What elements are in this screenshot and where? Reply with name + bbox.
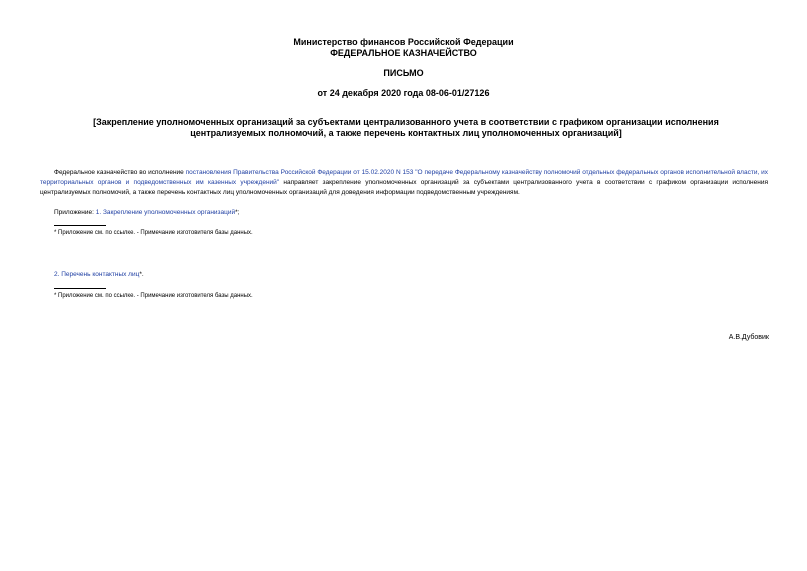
appendix-item-1	[54, 208, 239, 217]
appendix-2-link[interactable]: Перечень контактных лиц	[61, 271, 140, 278]
body-rest: направляет закрепление уполномоченных организаций за субъектами централизованного учета в соответствии с графиком организации исполнения централизуемых полномочий, а также перечень контактных лиц уполномоченных организаций для доведения информации подведомственным учреждениям.	[40, 179, 768, 196]
footnote-divider-1	[54, 225, 106, 226]
body-paragraph	[40, 168, 768, 198]
document-title: [Закрепление уполномоченных организаций за субъектами централизованного учета в соответствии с графиком организации исполнения централизуемых полномочий, а также перечень контактных лиц уполномоченных организаций]	[93, 117, 719, 138]
appendix-1-number[interactable]: 1.	[95, 209, 103, 216]
signature: А.В.Дубовик	[728, 334, 769, 341]
appendix-item-2	[54, 270, 144, 279]
appendix-1-suffix: *;	[235, 209, 240, 216]
footnote-1: * Приложение см. по ссылке. - Примечание изготовителя базы данных.	[54, 230, 253, 236]
appendix-2-suffix: *.	[139, 271, 144, 278]
appendix-2-number[interactable]: 2.	[54, 271, 62, 278]
decree-link[interactable]: постановления Правительства Российской Федерации от 15.02.2020 N 153 "О передаче Федеральному казначейству полномочий отдельных федеральных органов исполнительной власти, их территориальных органов и подведомственных им казенных учреждений"	[40, 169, 768, 186]
body-intro: Федеральное казначейство во исполнение	[54, 169, 186, 176]
appendix-label: Приложение:	[54, 209, 96, 216]
footnote-2: * Приложение см. по ссылке. - Примечание изготовителя базы данных.	[54, 293, 253, 299]
treasury-name: ФЕДЕРАЛЬНОЕ КАЗНАЧЕЙСТВО	[330, 48, 477, 58]
document-date-number: от 24 декабря 2020 года 08-06-01/27126	[317, 88, 490, 98]
ministry-name: Министерство финансов Российской Федерации	[293, 37, 514, 47]
appendix-1-link[interactable]: Закрепление уполномоченных организаций	[102, 209, 236, 216]
document-type: ПИСЬМО	[383, 68, 424, 78]
footnote-divider-2	[54, 288, 106, 289]
